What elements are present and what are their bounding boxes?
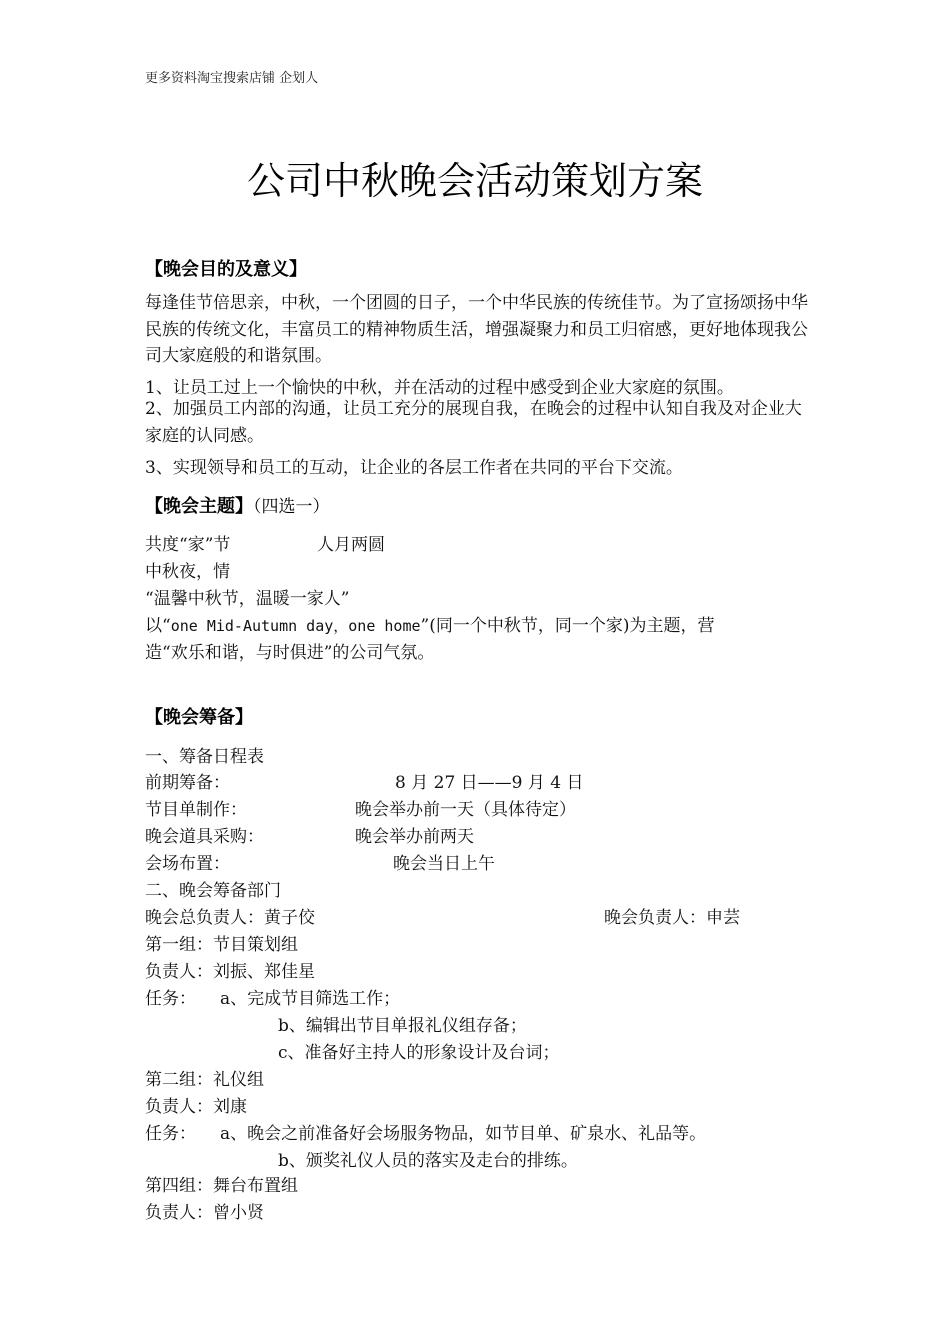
purpose-intro: 每逢佳节倍思亲，中秋，一个团圆的日子，一个中华民族的传统佳节。为了宣扬颂扬中华民族的传统文化，丰富员工的精神物质生活，增强凝聚力和员工归宿感，更好地体现我公司大家庭般的和谐氛围。 <box>145 293 808 366</box>
theme-option-2: 人月两圆 <box>317 535 385 555</box>
section-heading-theme <box>145 492 330 518</box>
chief-organizer: 晚会总负责人：黄子佼 <box>145 908 315 928</box>
schedule-label-1: 前期筹备： <box>145 773 230 793</box>
theme5-english: one Mid-Autumn day，one home <box>170 617 421 635</box>
group1-task-b: b、编辑出节目单报礼仪组存备； <box>278 1016 527 1036</box>
purpose-point-3: 3、实现领导和员工的互动，让企业的各层工作者在共同的平台下交流。 <box>145 458 683 478</box>
group1-leader: 负责人：刘振、郑佳星 <box>145 962 315 982</box>
section-heading-purpose: 【晚会目的及意义】 <box>145 259 307 280</box>
document-title: 公司中秋晚会活动策划方案 <box>246 159 703 203</box>
department-title: 二、晚会筹备部门 <box>145 881 281 901</box>
theme-option-3: 中秋夜，情 <box>145 562 230 582</box>
theme-option-5-continued: 造“欢乐和谐，与时俱进”的公司气氛。 <box>145 643 435 663</box>
theme-heading-text: 【晚会主题】 <box>145 496 253 517</box>
group2-name: 第二组：礼仪组 <box>145 1070 264 1090</box>
schedule-title: 一、筹备日程表 <box>145 747 264 767</box>
section-heading-preparation: 【晚会筹备】 <box>145 707 253 728</box>
theme5-prefix: 以“ <box>145 616 171 636</box>
group2-leader: 负责人：刘康 <box>145 1097 247 1117</box>
theme-option-5 <box>145 611 714 636</box>
schedule-value-2: 晚会举办前一天（具体待定） <box>355 800 576 820</box>
group4-leader: 负责人：曾小贤 <box>145 1203 264 1223</box>
schedule-value-3: 晚会举办前两天 <box>355 827 474 847</box>
purpose-point-1: 1、让员工过上一个愉快的中秋，并在活动的过程中感受到企业大家庭的氛围。 <box>145 378 734 398</box>
group4-name: 第四组：舞台布置组 <box>145 1176 298 1196</box>
group1-name: 第一组：节目策划组 <box>145 935 298 955</box>
schedule-label-3: 晚会道具采购： <box>145 827 264 847</box>
theme-option-4: “温馨中秋节，温暖一家人” <box>145 589 350 609</box>
schedule-value-4: 晚会当日上午 <box>393 854 495 874</box>
deputy-organizer: 晚会负责人：申芸 <box>604 908 740 928</box>
theme-option-1: 共度“家”节 <box>145 535 231 555</box>
theme-heading-note: （四选一） <box>253 497 330 517</box>
theme5-suffix: ”(同一个中秋节，同一个家)为主题，营 <box>420 616 715 636</box>
group1-task-a: a、完成节目筛选工作； <box>220 989 401 1009</box>
group2-task-label: 任务： <box>145 1124 196 1144</box>
group1-task-label: 任务： <box>145 989 196 1009</box>
group2-task-a: a、晚会之前准备好会场服务物品，如节目单、矿泉水、礼品等。 <box>220 1124 707 1144</box>
group2-task-b: b、颁奖礼仪人员的落实及走台的排练。 <box>278 1151 578 1171</box>
schedule-label-2: 节目单制作： <box>145 800 247 820</box>
page-header: 更多资料淘宝搜索店铺 企划人 <box>145 71 319 86</box>
schedule-value-1: 8 月 27 日——9 月 4 日 <box>395 773 584 793</box>
group1-task-c: c、准备好主持人的形象设计及台词； <box>278 1043 560 1063</box>
schedule-label-4: 会场布置： <box>145 854 230 874</box>
purpose-point-2: 2、加强员工内部的沟通，让员工充分的展现自我，在晚会的过程中认知自我及对企业大家庭的认同感。 <box>145 399 802 446</box>
